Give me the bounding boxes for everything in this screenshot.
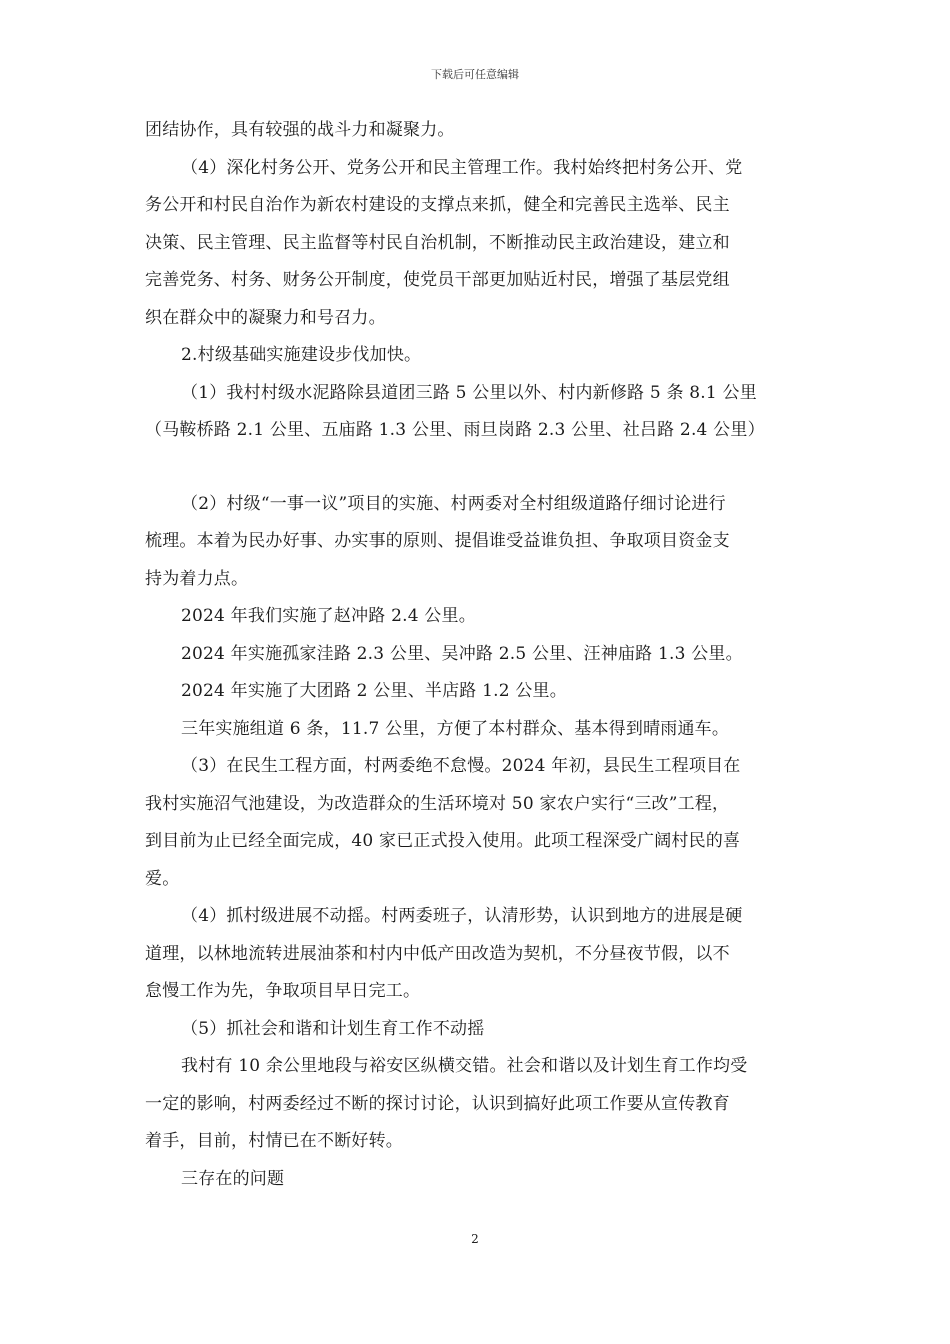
text-line: 织在群众中的凝聚力和号召力。	[145, 307, 386, 328]
text-line: 团结协作，具有较强的战斗力和凝聚力。	[145, 120, 455, 140]
text-line: 梳理。本着为民办好事、办实事的原则、提倡谁受益谁负担、争取项目资金支	[145, 531, 730, 551]
text-line: （4）抓村级进展不动摇。村两委班子，认清形势，认识到地方的进展是硬	[181, 906, 743, 926]
text-line: 到目前为止已经全面完成，40 家已正式投入使用。此项工程深受广阔村民的喜	[145, 831, 741, 851]
text-line: 怠慢工作为先，争取项目早日完工。	[145, 981, 421, 1001]
page-header-note: 下载后可任意编辑	[431, 68, 519, 81]
text-line: 决策、民主管理、民主监督等村民自治机制，不断推动民主政治建设，建立和	[145, 232, 730, 253]
text-line: （马鞍桥路 2.1 公里、五庙路 1.3 公里、雨旦岗路 2.3 公里、社吕路 2.4 公里）	[145, 420, 765, 440]
page-number: 2	[471, 1232, 479, 1246]
text-line: 着手，目前，村情已在不断好转。	[145, 1131, 403, 1151]
text-line: 务公开和村民自治作为新农村建设的支撑点来抓，健全和完善民主选举、民主	[145, 195, 730, 215]
text-line: （2）村级“一事一议”项目的实施、村两委对全村组级道路仔细讨论进行	[181, 493, 726, 514]
text-line: （4）深化村务公开、党务公开和民主管理工作。我村始终把村务公开、党	[181, 157, 743, 178]
text-line: （1）我村村级水泥路除县道团三路 5 公里以外、村内新修路 5 条 8.1 公里	[181, 382, 757, 403]
text-line: 持为着力点。	[145, 568, 249, 589]
text-line: 三年实施组道 6 条，11.7 公里，方便了本村群众、基本得到晴雨通车。	[181, 718, 730, 739]
text-line: （5）抓社会和谐和计划生育工作不动摇	[181, 1018, 485, 1039]
document-body	[145, 112, 811, 1198]
text-line: 道理，以林地流转进展油茶和村内中低产田改造为契机，不分昼夜节假，以不	[145, 943, 730, 964]
section-heading: 三存在的问题	[181, 1168, 285, 1189]
text-line: 我村实施沼气池建设，为改造群众的生活环境对 50 家农户实行“三改”工程，	[145, 793, 730, 814]
text-line: 完善党务、村务、财务公开制度，使党员干部更加贴近村民，增强了基层党组	[145, 270, 730, 290]
text-line: 爱。	[145, 868, 180, 889]
text-line: 2024 年实施了大团路 2 公里、半店路 1.2 公里。	[181, 681, 567, 701]
text-line: 2024 年实施孤家洼路 2.3 公里、吴冲路 2.5 公里、汪神庙路 1.3 公里。	[181, 643, 743, 664]
text-line: （3）在民生工程方面，村两委绝不怠慢。2024 年初，县民生工程项目在	[181, 756, 741, 776]
text-line: 2024 年我们实施了赵冲路 2.4 公里。	[181, 606, 476, 626]
text-line: 我村有 10 余公里地段与裕安区纵横交错。社会和谐以及计划生育工作均受	[181, 1056, 748, 1076]
blank-line	[145, 450, 811, 486]
text-line: 一定的影响，村两委经过不断的探讨讨论，认识到搞好此项工作要从宣传教育	[145, 1093, 730, 1114]
section-heading: 2.村级基础实施建设步伐加快。	[181, 345, 422, 365]
